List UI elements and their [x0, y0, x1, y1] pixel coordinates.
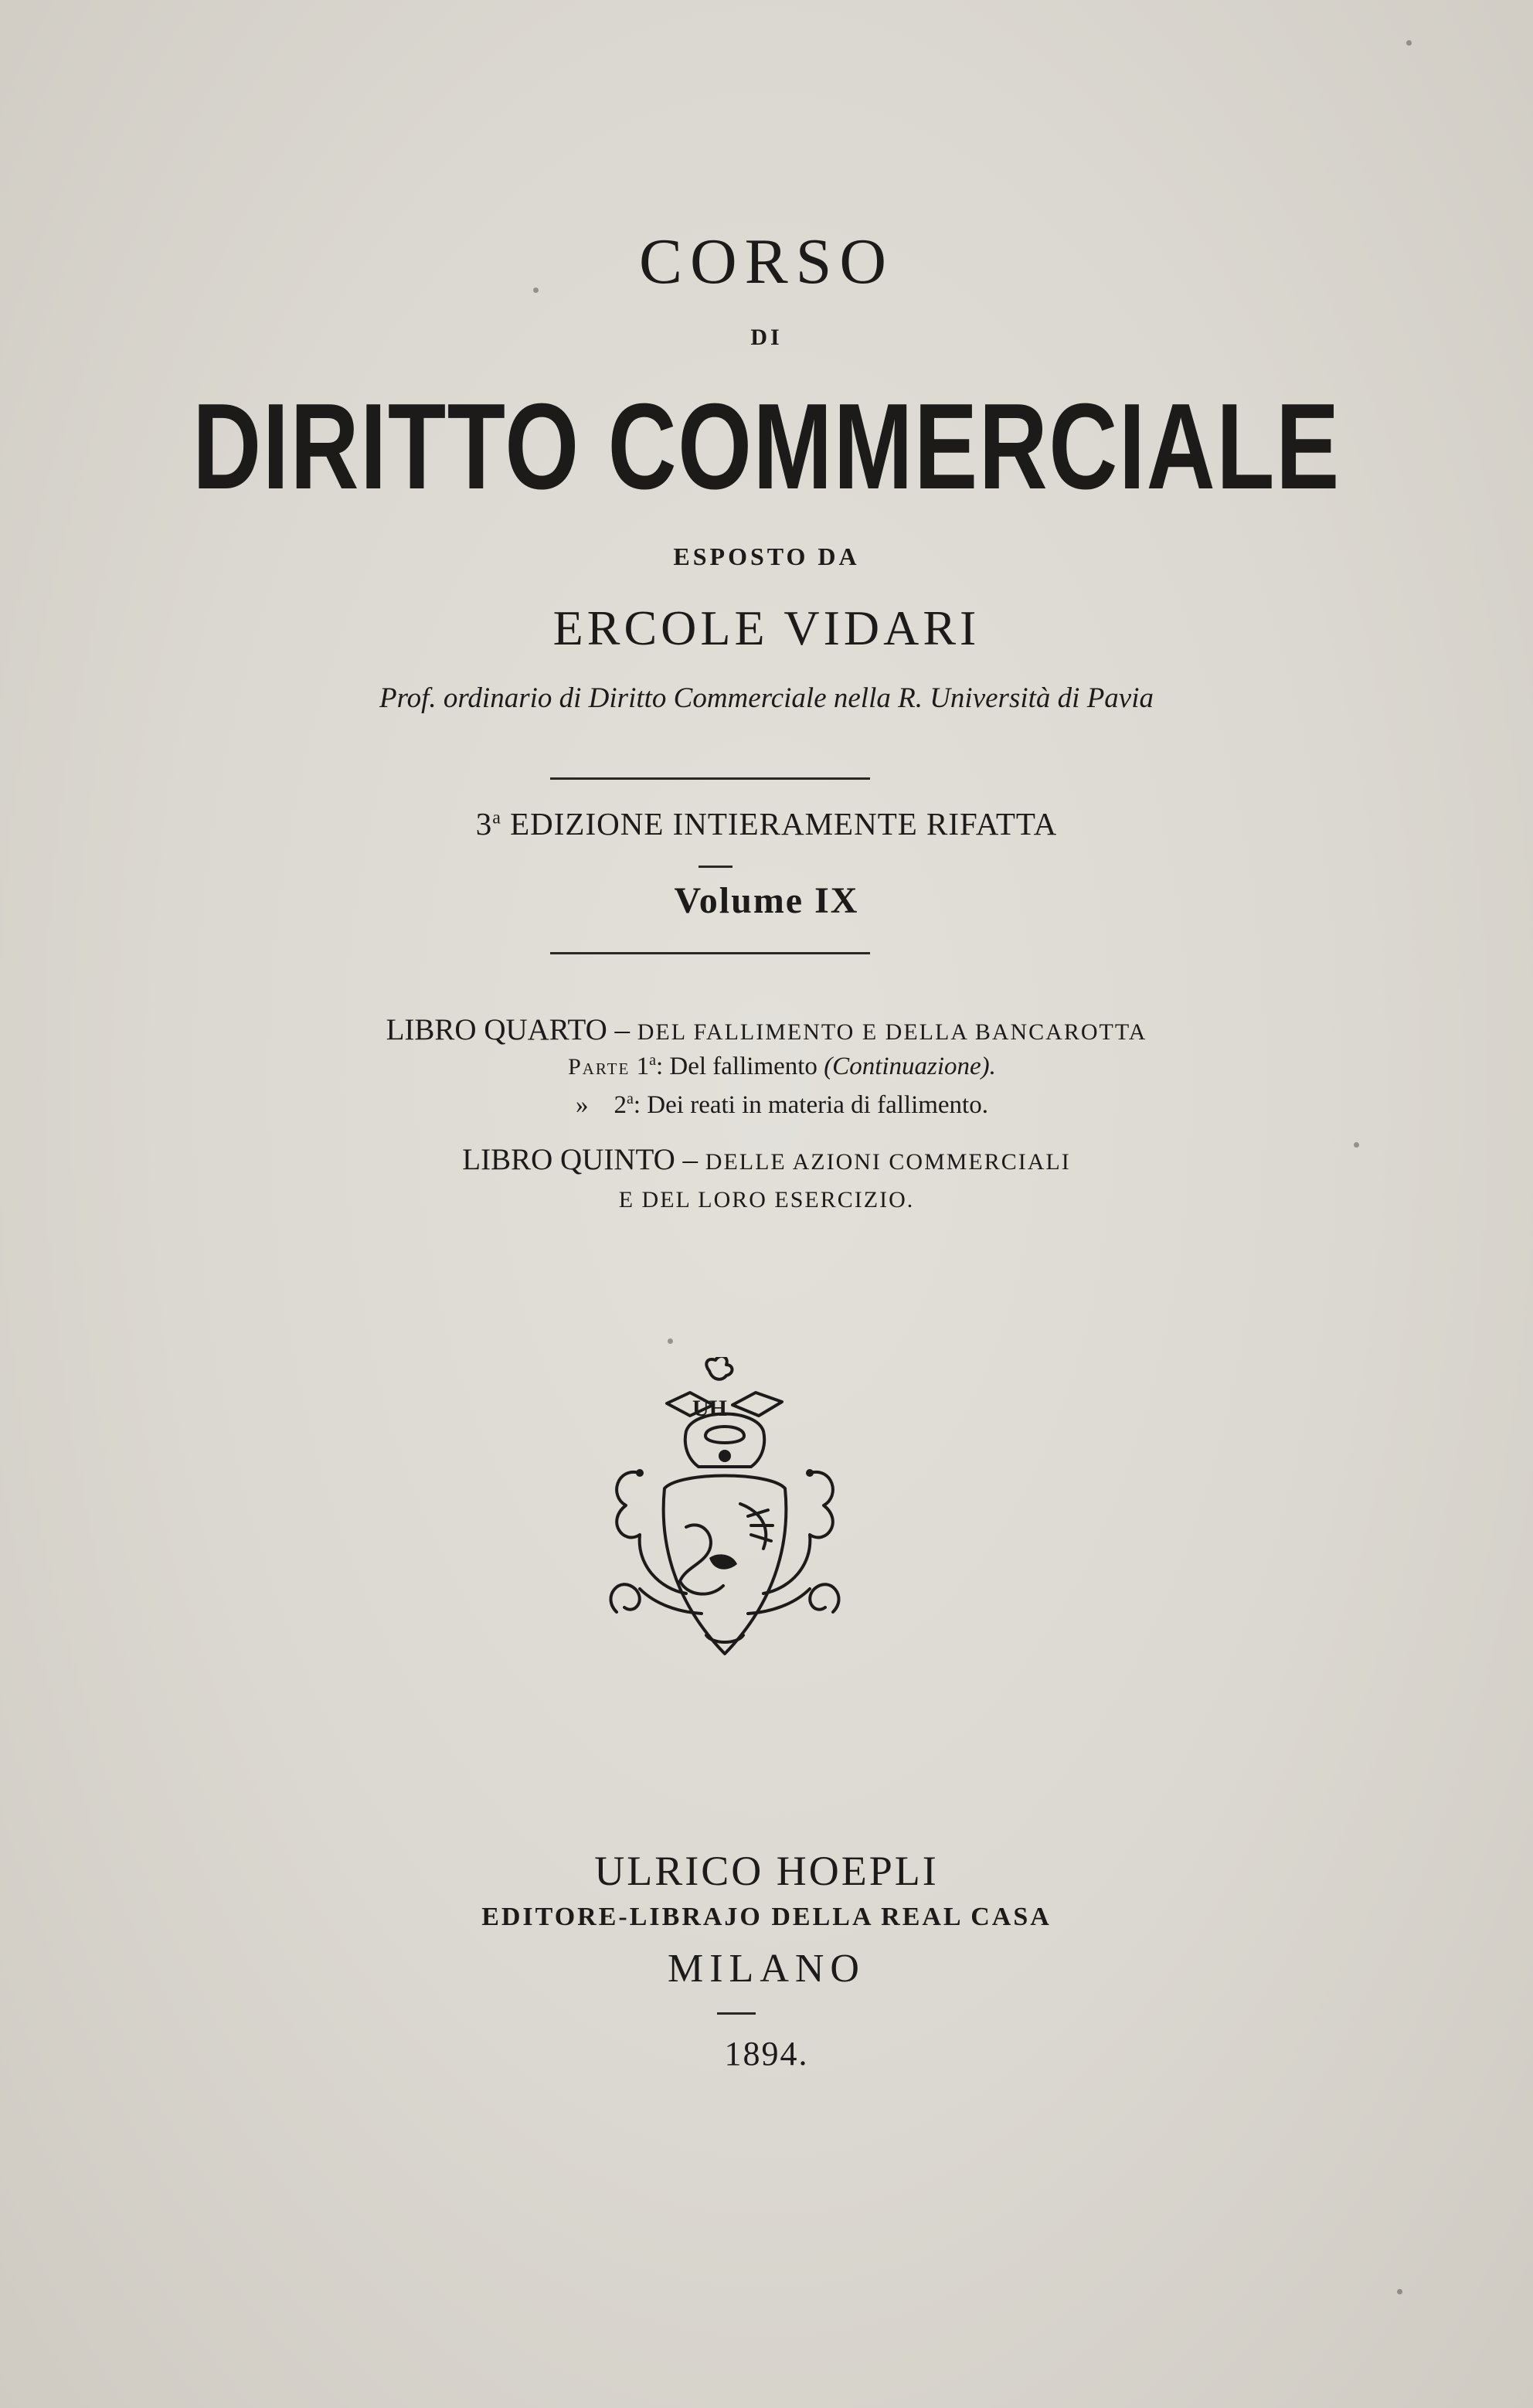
parte-1-text: : Del fallimento: [655, 1053, 817, 1080]
publication-year: 1894.: [724, 2035, 809, 2073]
parte-1: [0, 1053, 1533, 1081]
series-di: DI: [750, 325, 783, 350]
short-dash-rule: [717, 2012, 756, 2015]
author-name: ERCOLE VIDARI: [552, 600, 981, 655]
short-dash-rule: [699, 866, 733, 868]
parte-label: Parte: [568, 1054, 631, 1080]
parte-superscript: a: [649, 1052, 656, 1069]
libro-quarto-head: LIBRO QUARTO: [386, 1013, 607, 1046]
parte-2-number: 2: [614, 1091, 627, 1119]
parte-superscript: a: [627, 1090, 634, 1107]
author-role: Prof. ordinario di Diritto Commerciale nella R. Università di Pavia: [379, 682, 1154, 714]
libro-quinto-title: DELLE AZIONI COMMERCIALI: [705, 1149, 1071, 1175]
paper-speck: [668, 1338, 673, 1344]
paper-speck: [1397, 2289, 1402, 2294]
volume-label: Volume IX: [674, 880, 859, 921]
edition: [0, 805, 1533, 842]
parte-2: [0, 1091, 1533, 1120]
divider-rule: [550, 952, 870, 954]
publisher-name: ULRICO HOEPLI: [594, 1848, 939, 1894]
libro-quinto: [0, 1142, 1533, 1177]
parte-1-number: 1: [636, 1053, 650, 1080]
dash: –: [614, 1013, 631, 1046]
libro-quarto-title: DEL FALLIMENTO E DELLA BANCAROTTA: [637, 1019, 1147, 1045]
main-title: DIRITTO COMMERCIALE: [192, 379, 1341, 515]
divider-rule: [550, 777, 870, 780]
dash: –: [682, 1143, 699, 1176]
publisher-role: EDITORE-LIBRAJO DELLA REAL CASA: [481, 1903, 1052, 1931]
libro-quinto-head: LIBRO QUINTO: [462, 1143, 675, 1176]
paper-speck: [1406, 40, 1412, 46]
edition-number: 3: [475, 806, 493, 842]
libro-quinto-title-cont: E DEL LORO ESERCIZIO.: [618, 1187, 915, 1213]
esposto-da: ESPOSTO DA: [673, 542, 860, 570]
city: MILANO: [668, 1947, 865, 1991]
edition-text: EDIZIONE INTIERAMENTE RIFATTA: [510, 806, 1058, 842]
publisher-emblem-icon: [593, 1357, 856, 1682]
libro-quarto: [0, 1012, 1533, 1047]
emblem-monogram: UH: [692, 1396, 727, 1421]
parte-2-text: : Dei reati in materia di fallimento.: [633, 1091, 988, 1119]
parte-1-note: (Continuazione).: [824, 1053, 996, 1080]
series-title: CORSO: [638, 226, 895, 298]
edition-superscript: a: [492, 808, 501, 828]
ditto-mark: »: [576, 1091, 589, 1119]
